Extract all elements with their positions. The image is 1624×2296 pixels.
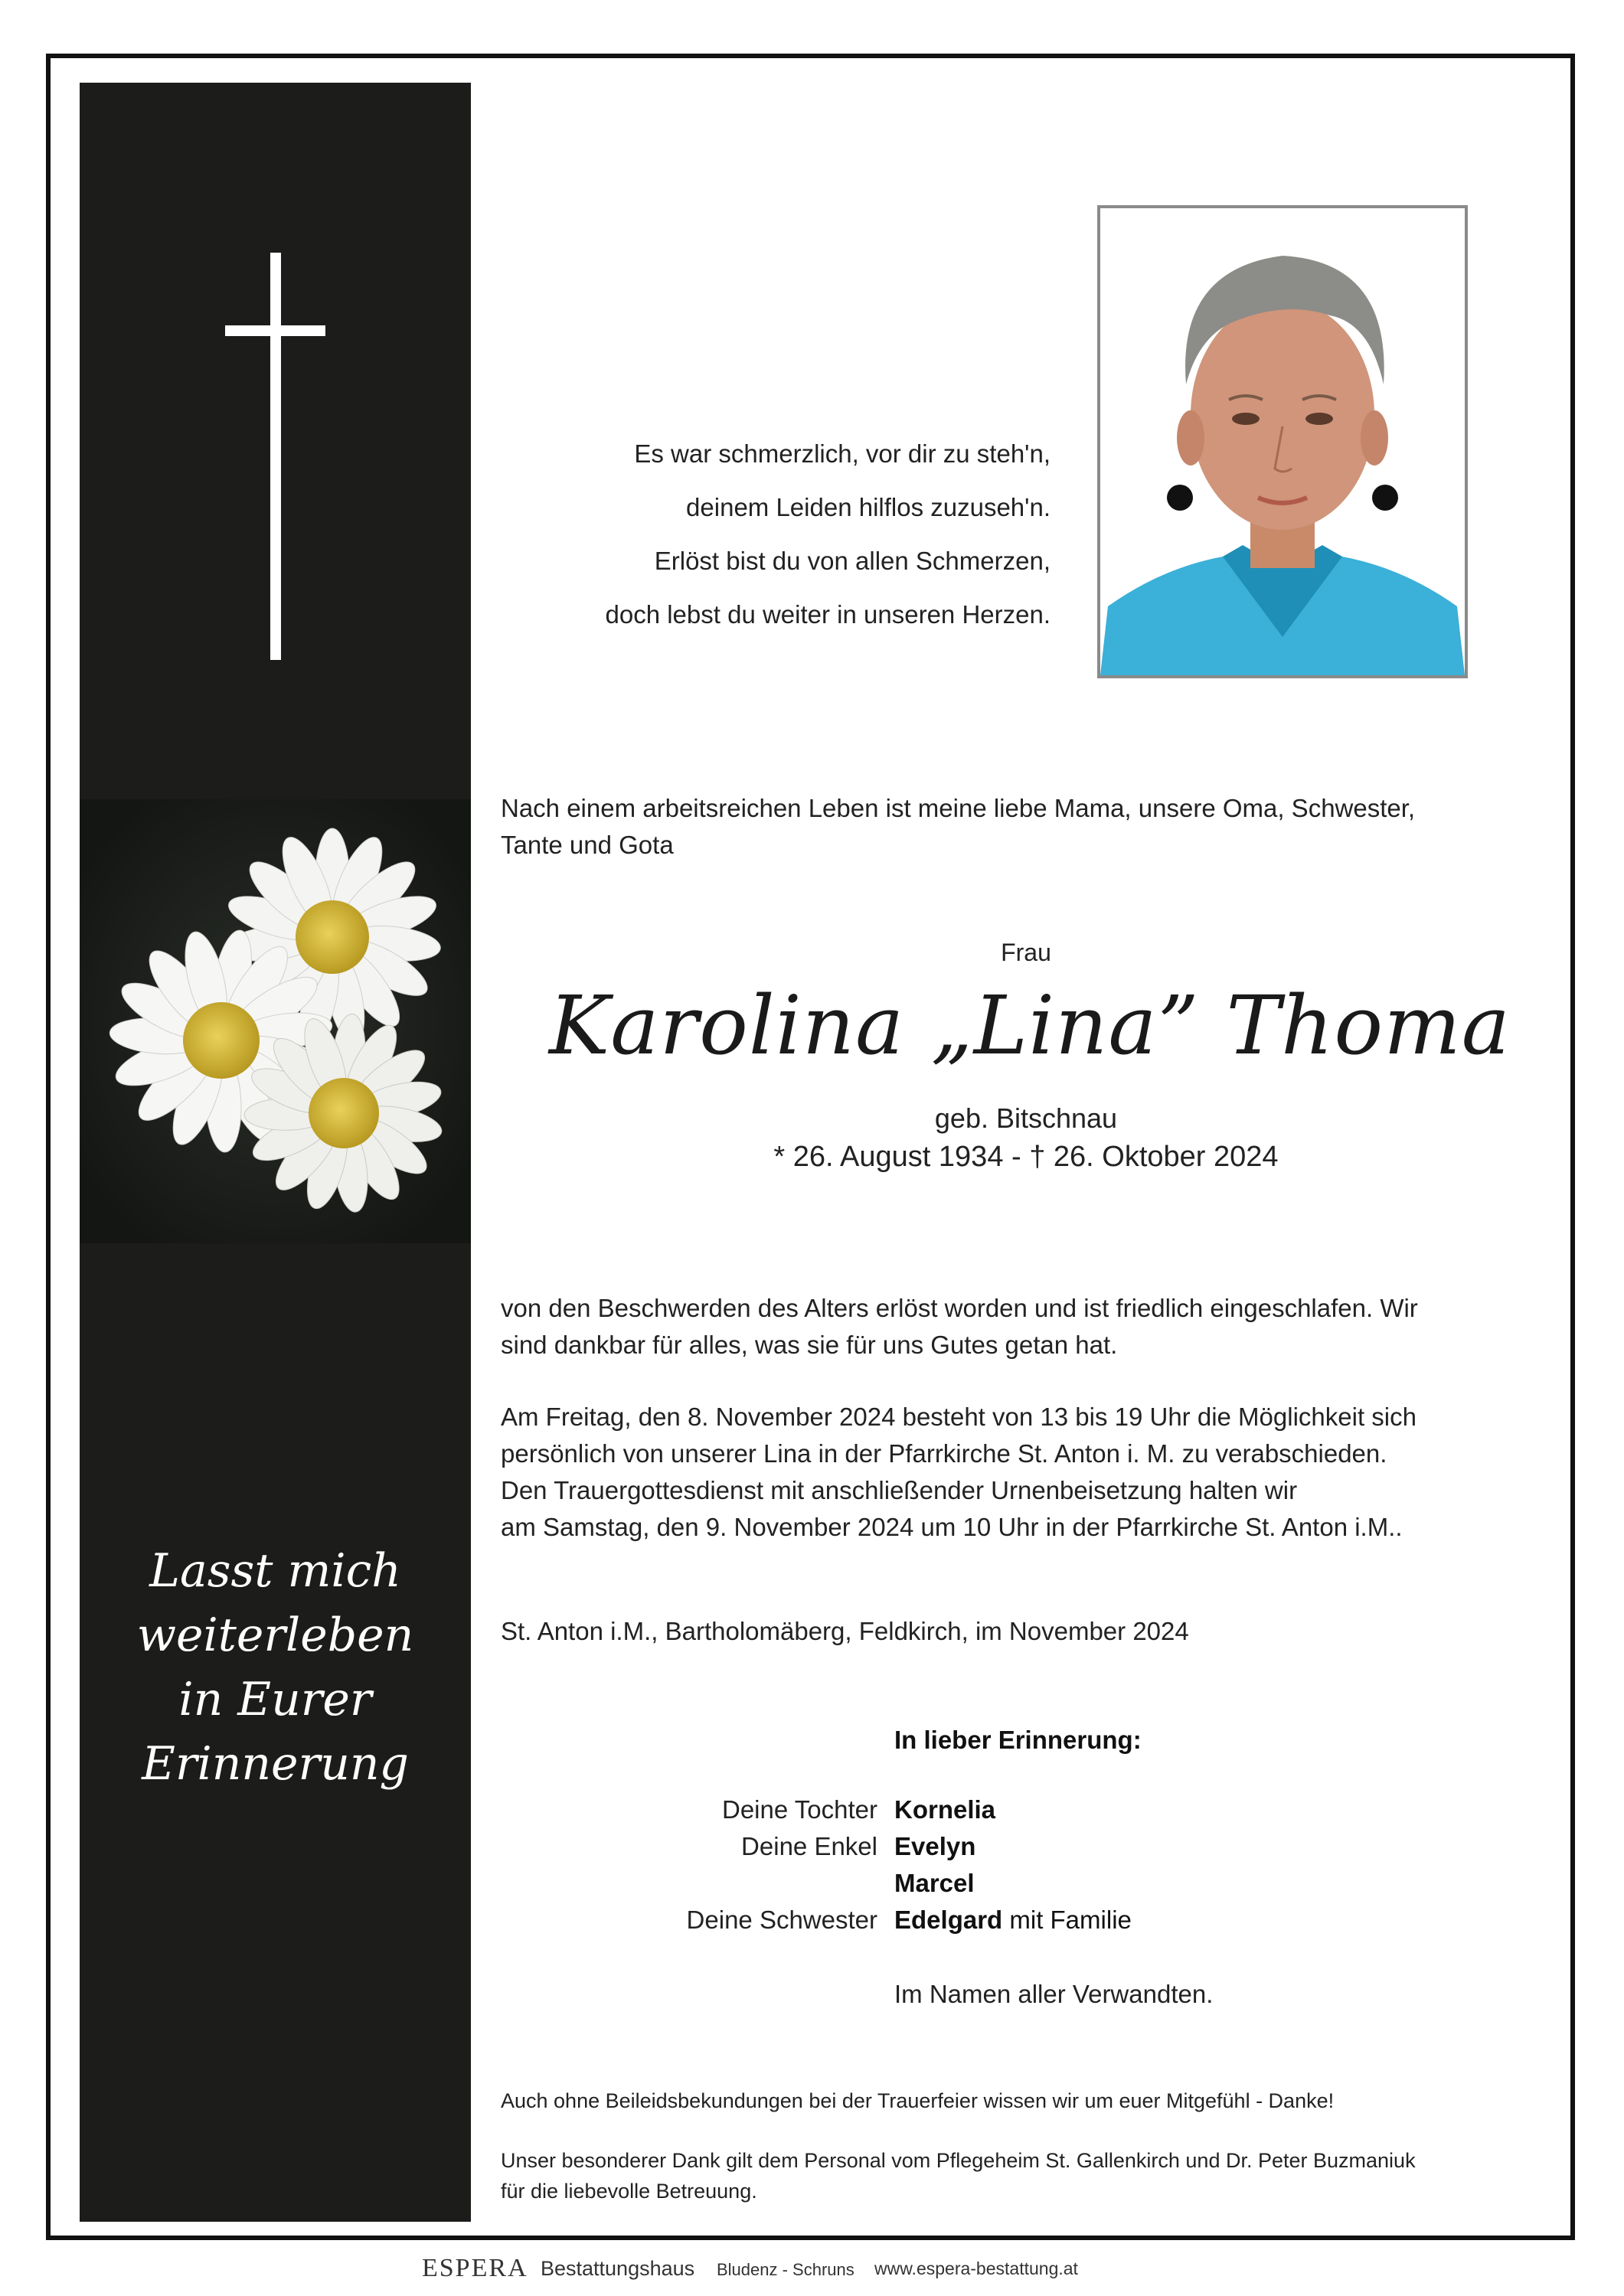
survivor-row: [0, 1832, 1624, 1869]
survivor-row: [0, 1906, 1624, 1942]
strip-quote-line: weiterleben: [136, 1609, 414, 1662]
daisy-flowers-image: [80, 799, 471, 1243]
poem-line: doch lebst du weiter in unseren Herzen.: [605, 600, 1051, 629]
survivor-name: [894, 1795, 995, 1824]
survivor-relation: Deine Schwester: [686, 1906, 877, 1934]
survivor-name: [894, 1906, 1132, 1935]
maiden-name: geb. Bitschnau: [934, 1102, 1118, 1134]
thanks-note-2: [501, 2145, 1416, 2206]
survivor-relation: Deine Tochter: [721, 1795, 877, 1824]
survivor-name-bold: Kornelia: [894, 1795, 996, 1824]
memory-heading: In lieber Erinnerung:: [894, 1726, 1142, 1754]
deceased-name: Karolina „Lina” Thoma: [549, 978, 1511, 1073]
footer-brand-suffix: Bestattungshaus: [541, 2257, 695, 2280]
strip-quote-line: Lasst mich: [149, 1544, 401, 1598]
intro-text: [501, 790, 1550, 864]
closing-line: Im Namen aller Verwandten.: [894, 1980, 1214, 2008]
survivor-suffix: mit Familie: [1002, 1906, 1132, 1934]
survivor-name-bold: Marcel: [894, 1869, 975, 1897]
survivor-row: [0, 1795, 1624, 1832]
survivor-name: [894, 1832, 975, 1861]
paragraph-line: am Samstag, den 9. November 2024 um 10 Uhr in der Pfarrkirche St. Anton i.M..: [501, 1513, 1403, 1541]
poem-line: deinem Leiden hilflos zuzuseh'n.: [686, 493, 1051, 521]
footer-url[interactable]: www.espera-bestattung.at: [874, 2258, 1078, 2278]
survivor-name-bold: Evelyn: [894, 1832, 976, 1860]
paragraph-2: [501, 1399, 1573, 1546]
poem: [459, 427, 1051, 642]
strip-quote-line: in Eurer: [178, 1673, 372, 1726]
note-line: Unser besonderer Dank gilt dem Personal vom Pflegeheim St. Gallenkirch und Dr. Peter Buzmaniuk: [501, 2149, 1416, 2172]
thanks-note-1: [501, 2085, 1334, 2116]
place-date: St. Anton i.M., Bartholomäberg, Feldkirch, im November 2024: [501, 1617, 1189, 1645]
footer-brand: ESPERA: [422, 2254, 528, 2282]
footer: [0, 2254, 1624, 2285]
poem-line: Erlöst bist du von allen Schmerzen,: [654, 547, 1051, 575]
strip-quote: [80, 1539, 471, 1796]
note-line: für die liebevolle Betreuung.: [501, 2180, 757, 2203]
survivor-relation: Deine Enkel: [741, 1832, 877, 1860]
paragraph-line: Am Freitag, den 8. November 2024 besteht von 13 bis 19 Uhr die Möglichkeit sich: [501, 1403, 1417, 1431]
portrait-photo: [1097, 205, 1468, 678]
footer-locations: Bludenz - Schruns: [717, 2260, 854, 2279]
note-line: Auch ohne Beileidsbekundungen bei der Trauerfeier wissen wir um euer Mitgefühl - Danke!: [501, 2089, 1335, 2112]
intro-line: Tante und Gota: [501, 831, 674, 859]
cross-icon-bar: [225, 325, 325, 336]
intro-line: Nach einem arbeitsreichen Leben ist meine liebe Mama, unsere Oma, Schwester,: [501, 794, 1416, 822]
life-dates: * 26. August 1934 - † 26. Oktober 2024: [773, 1141, 1279, 1173]
paragraph-line: Den Trauergottesdienst mit anschließender Urnenbeisetzung halten wir: [501, 1476, 1298, 1504]
poem-line: Es war schmerzlich, vor dir zu steh'n,: [634, 439, 1051, 468]
salutation: Frau: [1001, 939, 1051, 966]
paragraph-line: persönlich von unserer Lina in der Pfarrkirche St. Anton i. M. zu verabschieden.: [501, 1439, 1387, 1468]
survivor-name-bold: Edelgard: [894, 1906, 1003, 1934]
survivor-row: [0, 1869, 1624, 1906]
paragraph-line: sind dankbar für alles, was sie für uns Gutes getan hat.: [501, 1331, 1118, 1359]
survivor-name: [894, 1869, 975, 1898]
cross-icon: [270, 253, 281, 660]
paragraph-line: von den Beschwerden des Alters erlöst worden und ist friedlich eingeschlafen. Wir: [501, 1294, 1418, 1322]
paragraph-1: [501, 1290, 1573, 1364]
strip-quote-line: Erinnerung: [142, 1737, 409, 1791]
